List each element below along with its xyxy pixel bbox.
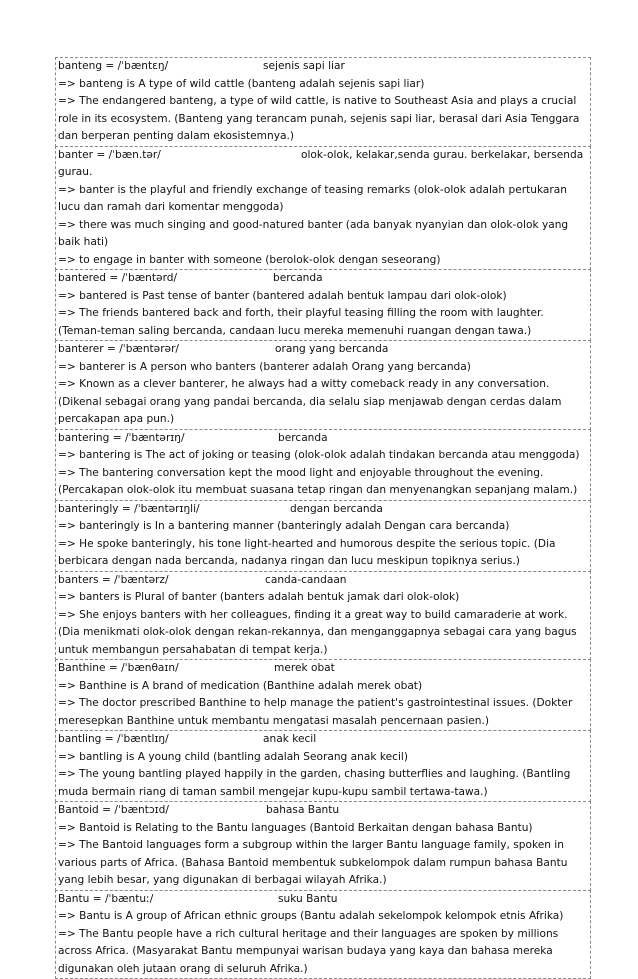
example-line: => bantling is A young child (bantling adalah Seorang anak kecil): [58, 749, 588, 767]
entry-headline: [58, 731, 588, 749]
entry-headline: [58, 147, 588, 182]
indonesian-meaning: orang yang bercanda: [275, 341, 388, 359]
headword-pronunciation: banter = /ˈbæn.tər/: [58, 147, 301, 165]
headword-pronunciation: banteringly = /ˈbæntərɪŋli/: [58, 501, 290, 519]
example-line: => The friends bantered back and forth, their playful teasing filling the room with laughter. (Teman-teman saling bercanda, candaan lucu mereka memenuhi ruangan dengan tawa.): [58, 305, 588, 340]
example-line: => The Bantu people have a rich cultural heritage and their languages are spoken by millions across Africa. (Masyarakat Bantu mempunyai warisan budaya yang kaya dan bahasa mereka digunakan oleh jutaan orang di seluruh Afrika.): [58, 926, 588, 979]
example-line: => banteringly is In a bantering manner (banteringly adalah Dengan cara bercanda): [58, 518, 588, 536]
headword-pronunciation: banteng = /ˈbæntɛŋ/: [58, 58, 263, 76]
entry-headline: [58, 341, 588, 359]
example-line: => banterer is A person who banters (banterer adalah Orang yang bercanda): [58, 359, 588, 377]
indonesian-meaning: merek obat: [274, 660, 335, 678]
dictionary-entry: [55, 730, 591, 802]
dictionary-entry: [55, 500, 591, 572]
entry-headline: [58, 430, 588, 448]
headword-pronunciation: Banthine = /ˈbænθaɪn/: [58, 660, 274, 678]
indonesian-meaning: canda-candaan: [265, 572, 347, 590]
example-line: => Known as a clever banterer, he always had a witty comeback ready in any conversation. (Dikenal sebagai orang yang pandai bercanda, dia selalu siap menjawab dengan cerdas dalam percakapan apa pun.): [58, 376, 588, 429]
example-line: => He spoke banteringly, his tone light-hearted and humorous despite the serious topic. (Dia berbicara dengan nada bercanda, nadanya ringan dan lucu meskipun topiknya serius.): [58, 536, 588, 571]
example-line: => She enjoys banters with her colleagues, finding it a great way to build camaraderie at work. (Dia menikmati olok-olok dengan rekan-rekannya, dan menganggapnya sebagai cara yang bagus untuk membangun persahabatan di tempat kerja.): [58, 607, 588, 660]
entry-headline: [58, 501, 588, 519]
indonesian-meaning: bahasa Bantu: [266, 802, 339, 820]
headword-pronunciation: bantered = /ˈbæntərd/: [58, 270, 273, 288]
headword-pronunciation: banters = /ˈbæntərz/: [58, 572, 265, 590]
example-line: => to engage in banter with someone (berolok-olok dengan seseorang): [58, 252, 588, 270]
indonesian-meaning: sejenis sapi liar: [263, 58, 345, 76]
dictionary-entry: [55, 340, 591, 430]
headword-pronunciation: Bantu = /ˈbæntuː/: [58, 891, 278, 909]
indonesian-meaning: bercanda: [273, 270, 323, 288]
dictionary-page: [55, 57, 591, 979]
example-line: => Bantu is A group of African ethnic groups (Bantu adalah sekelompok kelompok etnis Afrika): [58, 908, 588, 926]
example-line: => The bantering conversation kept the mood light and enjoyable throughout the evening. (Percakapan olok-olok itu membuat suasana tetap ringan dan menyenangkan sepanjang malam.): [58, 465, 588, 500]
example-line: => bantering is The act of joking or teasing (olok-olok adalah tindakan bercanda atau menggoda): [58, 447, 588, 465]
example-line: => Banthine is A brand of medication (Banthine adalah merek obat): [58, 678, 588, 696]
indonesian-meaning: anak kecil: [263, 731, 316, 749]
entry-headline: [58, 270, 588, 288]
example-line: => Bantoid is Relating to the Bantu languages (Bantoid Berkaitan dengan bahasa Bantu): [58, 820, 588, 838]
indonesian-meaning: bercanda: [278, 430, 328, 448]
headword-pronunciation: Bantoid = /ˈbæntɔɪd/: [58, 802, 266, 820]
dictionary-entry: [55, 146, 591, 271]
dictionary-entry: [55, 429, 591, 501]
example-line: => there was much singing and good-natured banter (ada banyak nyanyian dan olok-olok yang baik hati): [58, 217, 588, 252]
example-line: => The Bantoid languages form a subgroup within the larger Bantu language family, spoken in various parts of Africa. (Bahasa Bantoid membentuk subkelompok dalam rumpun bahasa Bantu yang lebih besar, yang digunakan di berbagai wilayah Afrika.): [58, 837, 588, 890]
indonesian-meaning: dengan bercanda: [290, 501, 383, 519]
entry-headline: [58, 891, 588, 909]
example-line: => bantered is Past tense of banter (bantered adalah bentuk lampau dari olok-olok): [58, 288, 588, 306]
example-line: => banteng is A type of wild cattle (banteng adalah sejenis sapi liar): [58, 76, 588, 94]
example-line: => The endangered banteng, a type of wild cattle, is native to Southeast Asia and plays a crucial role in its ecosystem. (Banteng yang terancam punah, sejenis sapi liar, berasal dari Asia Tenggara dan berperan penting dalam ekosistemnya.): [58, 93, 588, 146]
headword-pronunciation: bantling = /ˈbæntlɪŋ/: [58, 731, 263, 749]
dictionary-entry: [55, 801, 591, 891]
indonesian-meaning: olok-olok, kelakar,senda gurau. berkelakar, bersenda gurau.: [58, 149, 583, 179]
entry-headline: [58, 660, 588, 678]
indonesian-meaning: suku Bantu: [278, 891, 337, 909]
entry-headline: [58, 572, 588, 590]
example-line: => banters is Plural of banter (banters adalah bentuk jamak dari olok-olok): [58, 589, 588, 607]
dictionary-entry: [55, 269, 591, 341]
entry-headline: [58, 58, 588, 76]
example-line: => banter is the playful and friendly exchange of teasing remarks (olok-olok adalah pertukaran lucu dan ramah dari komentar menggoda): [58, 182, 588, 217]
dictionary-entry: [55, 659, 591, 731]
headword-pronunciation: banterer = /ˈbæntərər/: [58, 341, 275, 359]
example-line: => The doctor prescribed Banthine to help manage the patient's gastrointestinal issues. (Dokter meresepkan Banthine untuk membantu mengatasi masalah pencernaan pasien.): [58, 695, 588, 730]
dictionary-entry: [55, 571, 591, 661]
example-line: => The young bantling played happily in the garden, chasing butterflies and laughing. (Bantling muda bermain riang di taman sambil mengejar kupu-kupu sambil tertawa-tawa.): [58, 766, 588, 801]
entry-headline: [58, 802, 588, 820]
headword-pronunciation: bantering = /ˈbæntərɪŋ/: [58, 430, 278, 448]
dictionary-entry: [55, 57, 591, 147]
